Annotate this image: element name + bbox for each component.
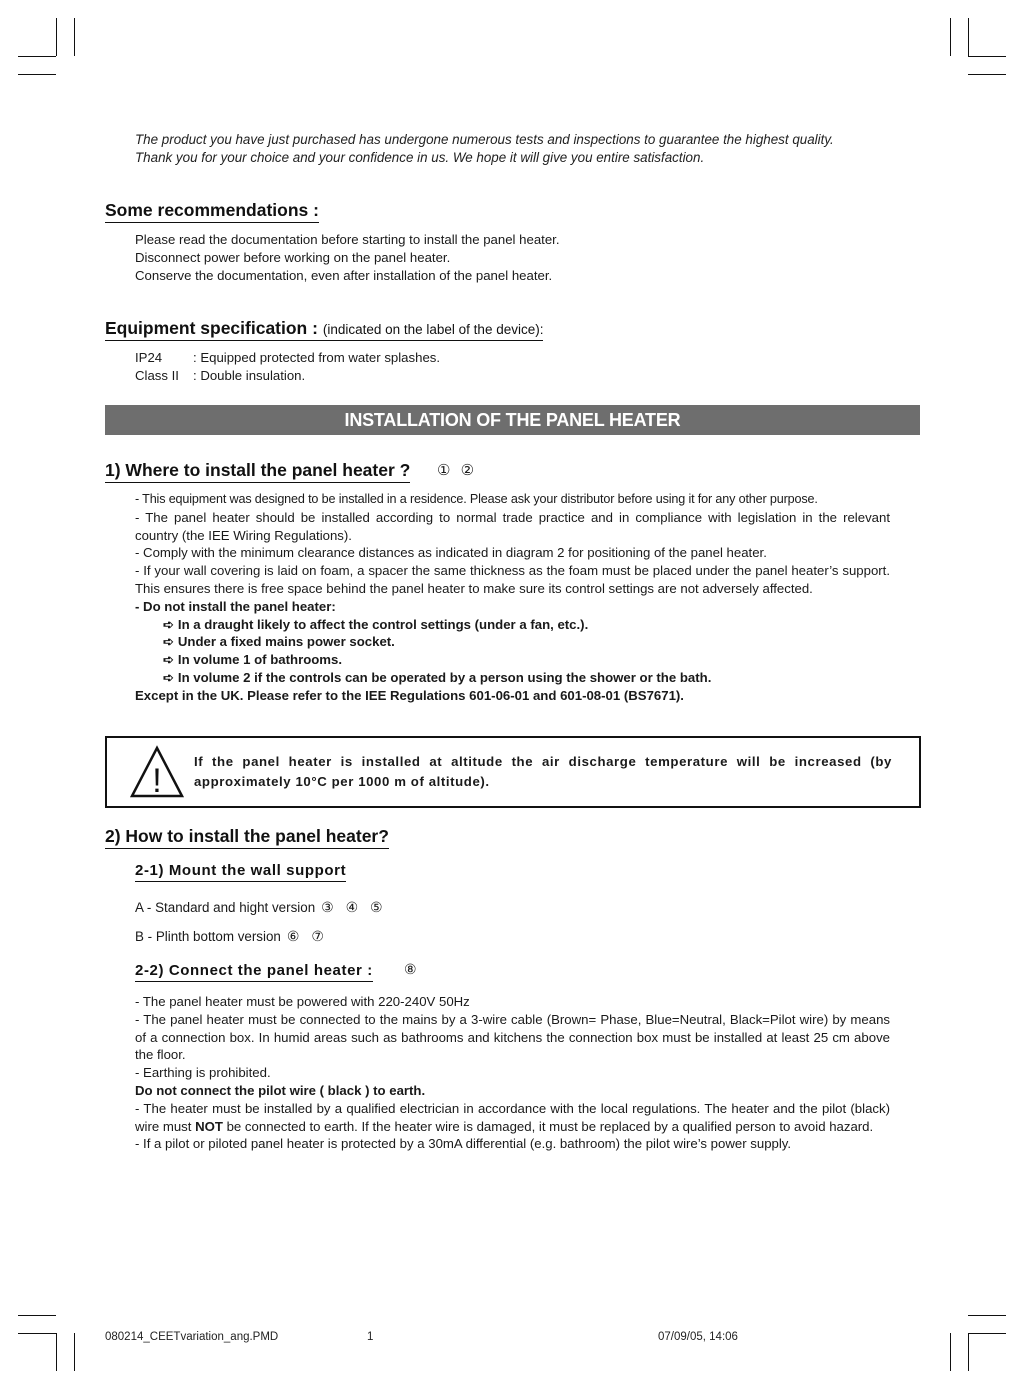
subsection-2-2-refs: ⑧ bbox=[404, 961, 417, 977]
intro-text bbox=[135, 131, 935, 167]
restriction-text: In volume 2 if the controls can be operated by a person using the shower or the bath. bbox=[177, 669, 712, 685]
equipment-subheading: (indicated on the label of the device): bbox=[322, 322, 544, 337]
section2-paragraph: - The panel heater must be connected to the mains by a 3-wire cable (Brown= Phase, Blue=Neutral, Black=Pilot wire) by means of a connection box. In humid areas such as bathrooms and kitchens the connection box must be installed at least 25 cm above the floor. bbox=[135, 1011, 890, 1063]
spec-code: Class II bbox=[135, 367, 179, 383]
restriction-item bbox=[163, 616, 890, 634]
footer-page-number: 1 bbox=[367, 1331, 374, 1343]
recommendation-item: Please read the documentation before starting to install the panel heater. bbox=[135, 232, 560, 247]
equipment-heading bbox=[105, 318, 543, 341]
subsection-2-2-heading-text: 2-2) Connect the panel heater : bbox=[135, 962, 373, 979]
uk-exception: Except in the UK. Please refer to the IEE Regulations 601-06-01 and 601-08-01 (BS7671). bbox=[135, 687, 684, 703]
recommendation-item: Conserve the documentation, even after installation of the panel heater. bbox=[135, 267, 553, 283]
restriction-item bbox=[163, 651, 890, 669]
mount-option-refs: ③ ④ ⑤ bbox=[321, 899, 387, 915]
mount-option-a bbox=[135, 899, 387, 916]
restriction-text: In volume 1 of bathrooms. bbox=[177, 652, 343, 668]
section2-body bbox=[135, 993, 890, 1153]
equipment-specs bbox=[135, 349, 890, 385]
recommendation-item: Disconnect power before working on the panel heater. bbox=[135, 249, 451, 265]
subsection-2-2-heading bbox=[135, 962, 373, 982]
intro-line: The product you have just purchased has undergone numerous tests and inspections to guarantee the highest quality. bbox=[135, 132, 834, 147]
mount-option-refs: ⑥ ⑦ bbox=[286, 928, 328, 944]
recommendations-heading-text: Some recommendations : bbox=[105, 200, 319, 220]
section1-paragraph: - This equipment was designed to be installed in a residence. Please ask your distributor before using it for any other purpose. bbox=[135, 492, 818, 506]
warning-text: If the panel heater is installed at altitude the air discharge temperature will be increased (by approximately 10°C per 1000 m of altitude). bbox=[194, 754, 892, 789]
section2-paragraph: - The panel heater must be powered with 220-240V 50Hz bbox=[135, 994, 470, 1009]
mount-option-b bbox=[135, 928, 328, 945]
recommendations-heading bbox=[105, 200, 319, 223]
restriction-text: Under a fixed mains power socket. bbox=[177, 634, 395, 650]
section2-paragraph: - If a pilot or piloted panel heater is protected by a 30mA differential (e.g. bathroom) the pilot wire’s power supply. bbox=[135, 1136, 792, 1152]
arrow-right-icon: ➪ bbox=[163, 616, 174, 632]
warning-box bbox=[105, 736, 921, 808]
warning-triangle-icon bbox=[129, 745, 185, 799]
do-not-install-heading: - Do not install the panel heater: bbox=[135, 598, 336, 614]
paragraph-part: be connected to earth. If the heater wire is damaged, it must be replaced by a qualified person to avoid hazard. bbox=[222, 1118, 874, 1134]
spec-desc: : Equipped protected from water splashes. bbox=[193, 350, 441, 365]
section2-paragraph bbox=[135, 1100, 890, 1136]
equipment-heading-text: Equipment specification : bbox=[105, 318, 318, 338]
paragraph-emphasis: NOT bbox=[195, 1118, 223, 1134]
intro-line: Thank you for your choice and your confidence in us. We hope it will give you entire satisfaction. bbox=[135, 150, 705, 165]
section1-body bbox=[135, 491, 890, 705]
section2-heading-text: 2) How to install the panel heater? bbox=[105, 826, 389, 846]
section2-heading bbox=[105, 826, 389, 849]
restriction-item bbox=[163, 633, 890, 651]
section1-heading-text: 1) Where to install the panel heater ? bbox=[105, 460, 411, 480]
recommendations-list bbox=[135, 231, 890, 284]
arrow-right-icon: ➪ bbox=[163, 669, 174, 685]
mount-option-text: A - Standard and hight version bbox=[135, 900, 316, 915]
section1-paragraph: - Comply with the minimum clearance distances as indicated in diagram 2 for positioning of the panel heater. bbox=[135, 545, 767, 561]
restriction-text: In a draught likely to affect the control settings (under a fan, etc.). bbox=[177, 616, 589, 632]
installation-banner: INSTALLATION OF THE PANEL HEATER bbox=[105, 405, 920, 435]
arrow-right-icon: ➪ bbox=[163, 652, 174, 668]
footer-date: 07/09/05, 14:06 bbox=[658, 1331, 738, 1343]
section2-paragraph: - Earthing is prohibited. bbox=[135, 1065, 271, 1081]
pilot-wire-warning: Do not connect the pilot wire ( black ) to earth. bbox=[135, 1082, 426, 1098]
section1-paragraph: - The panel heater should be installed according to normal trade practice and in compliance with legislation in the relevant country (the IEE Wiring Regulations). bbox=[135, 509, 890, 543]
warning-exclamation: ! bbox=[152, 762, 162, 799]
restriction-item bbox=[163, 669, 890, 687]
section1-paragraph: - If your wall covering is laid on foam, a spacer the same thickness as the foam must be placed under the panel heater’s support. This ensures there is free space behind the panel heater to make sure its control settings are not adversely affected. bbox=[135, 563, 890, 596]
spec-code: IP24 bbox=[135, 350, 163, 365]
spec-row bbox=[135, 349, 890, 367]
mount-option-text: B - Plinth bottom version bbox=[135, 929, 281, 944]
section1-heading bbox=[105, 460, 410, 483]
paragraph-part: - The heater must be installed by a qualified electrician in accordance with the local regulations. The heater and the pilot (black) wire must bbox=[135, 1100, 890, 1134]
spec-row bbox=[135, 367, 890, 385]
section1-diagram-refs: ① ② bbox=[437, 462, 478, 479]
spec-desc: : Double insulation. bbox=[193, 367, 306, 383]
arrow-right-icon: ➪ bbox=[163, 634, 174, 650]
subsection-2-1-heading: 2-1) Mount the wall support bbox=[135, 862, 346, 882]
footer-filename: 080214_CEETvariation_ang.PMD bbox=[105, 1331, 279, 1343]
